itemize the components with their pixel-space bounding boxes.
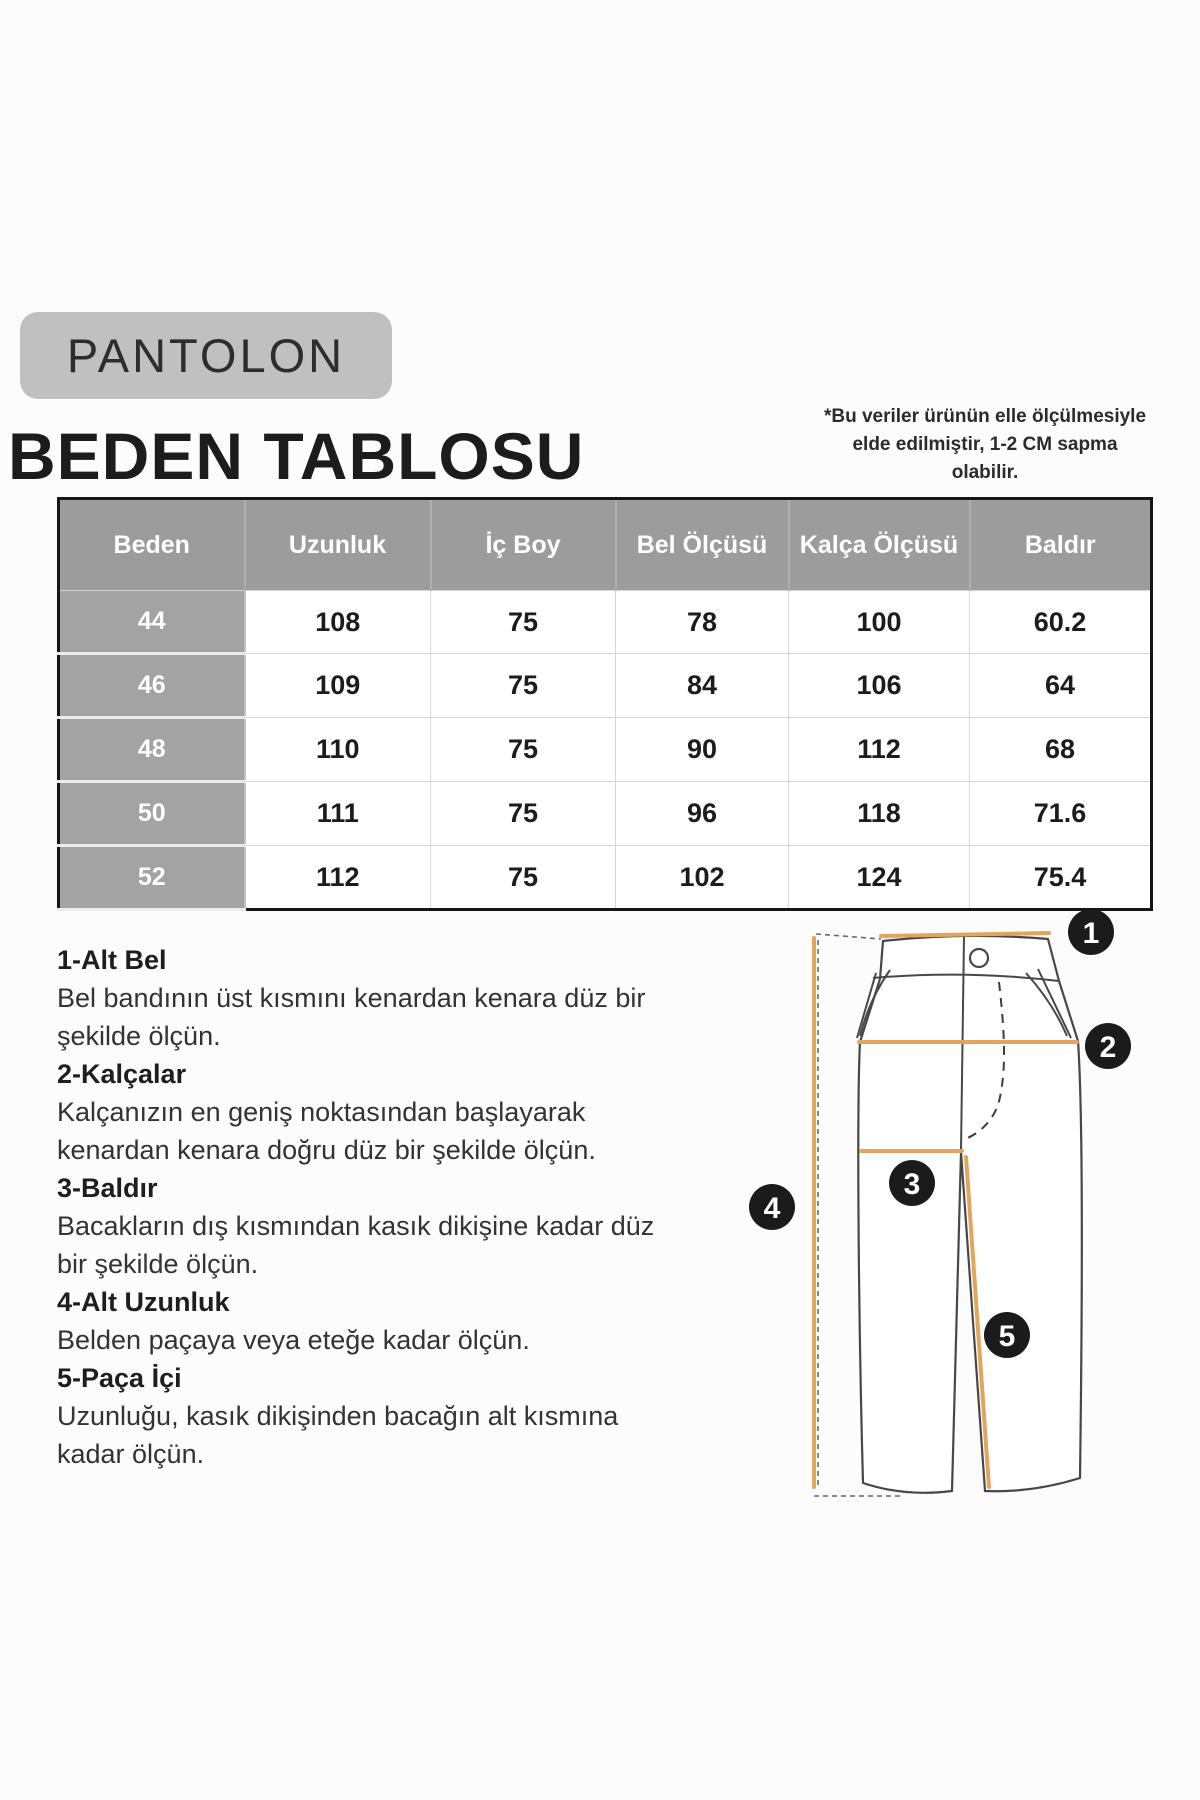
table-row (59, 654, 1152, 718)
table-cell: 124 (789, 846, 970, 910)
table-cell: 75 (431, 718, 616, 782)
table-cell: 75 (431, 782, 616, 846)
page-title: BEDEN TABLOSU (8, 419, 585, 493)
table-cell: 118 (789, 782, 970, 846)
table-cell: 96 (616, 782, 789, 846)
table-cell: 106 (789, 654, 970, 718)
table-cell: 71.6 (970, 782, 1152, 846)
instruction-body-1: Bel bandının üst kısmını kenardan kenara düz bir şekilde ölçün. (57, 983, 646, 1051)
table-row (59, 718, 1152, 782)
size-cell: 48 (59, 718, 245, 782)
instruction-body-5: Uzunluğu, kasık dikişinden bacağın alt kısmına kadar ölçün. (57, 1401, 619, 1469)
marker-5-label: 5 (998, 1320, 1016, 1353)
column-header-uzunluk: Uzunluk (245, 499, 431, 591)
instruction-body-2: Kalçanızın en geniş noktasından başlayarak kenardan kenara doğru düz bir şekilde ölçün. (57, 1097, 596, 1165)
table-cell: 75 (431, 591, 616, 654)
table-row (59, 782, 1152, 846)
instruction-heading-2: 2-Kalçalar (57, 1059, 187, 1089)
column-header-bel: Bel Ölçüsü (616, 499, 789, 591)
category-badge (20, 312, 392, 399)
table-cell: 60.2 (970, 591, 1152, 654)
instruction-body-4: Belden paçaya veya eteğe kadar ölçün. (57, 1325, 530, 1355)
instruction-heading-3: 3-Baldır (57, 1173, 158, 1203)
instruction-heading-4: 4-Alt Uzunluk (57, 1287, 230, 1317)
size-cell: 46 (59, 654, 245, 718)
table-cell: 75 (431, 846, 616, 910)
marker-4-label: 4 (763, 1192, 781, 1225)
instruction-heading-5: 5-Paça İçi (57, 1363, 182, 1393)
size-table-header (59, 499, 1152, 591)
table-cell: 110 (245, 718, 431, 782)
marker-3-label: 3 (903, 1168, 921, 1201)
table-row (59, 591, 1152, 654)
table-cell: 111 (245, 782, 431, 846)
instruction-heading-1: 1-Alt Bel (57, 945, 167, 975)
size-table (57, 497, 1153, 911)
table-cell: 78 (616, 591, 789, 654)
header-row (59, 499, 1152, 591)
table-cell: 102 (616, 846, 789, 910)
measure-line-waist (881, 933, 1049, 936)
disclaimer-line-2: elde edilmiştir, 1-2 CM sapma (852, 434, 1118, 455)
category-badge-label: PANTOLON (66, 329, 346, 382)
size-cell: 44 (59, 591, 245, 654)
disclaimer-line-1: *Bu veriler ürünün elle ölçülmesiyle (823, 406, 1147, 427)
marker-2-label: 2 (1099, 1031, 1117, 1064)
measurement-disclaimer (795, 403, 1175, 487)
table-cell: 112 (789, 718, 970, 782)
table-cell: 75.4 (970, 846, 1152, 910)
disclaimer-line-3: olabilir. (951, 462, 1019, 483)
measurement-instructions (57, 941, 661, 1473)
column-header-beden: Beden (59, 499, 245, 591)
column-header-baldir: Baldır (970, 499, 1152, 591)
table-cell: 100 (789, 591, 970, 654)
column-header-icboy: İç Boy (431, 499, 616, 591)
table-cell: 64 (970, 654, 1152, 718)
instruction-body-3: Bacakların dış kısmından kasık dikişine kadar düz bir şekilde ölçün. (57, 1211, 655, 1279)
table-cell: 75 (431, 654, 616, 718)
marker-1-label: 1 (1082, 917, 1100, 950)
size-cell: 50 (59, 782, 245, 846)
table-cell: 109 (245, 654, 431, 718)
table-cell: 90 (616, 718, 789, 782)
table-cell: 84 (616, 654, 789, 718)
column-header-kalca: Kalça Ölçüsü (789, 499, 970, 591)
table-cell: 68 (970, 718, 1152, 782)
size-cell: 52 (59, 846, 245, 910)
table-cell: 112 (245, 846, 431, 910)
pants-measurement-diagram (600, 895, 1180, 1535)
waist-button-icon (970, 949, 988, 967)
table-cell: 108 (245, 591, 431, 654)
